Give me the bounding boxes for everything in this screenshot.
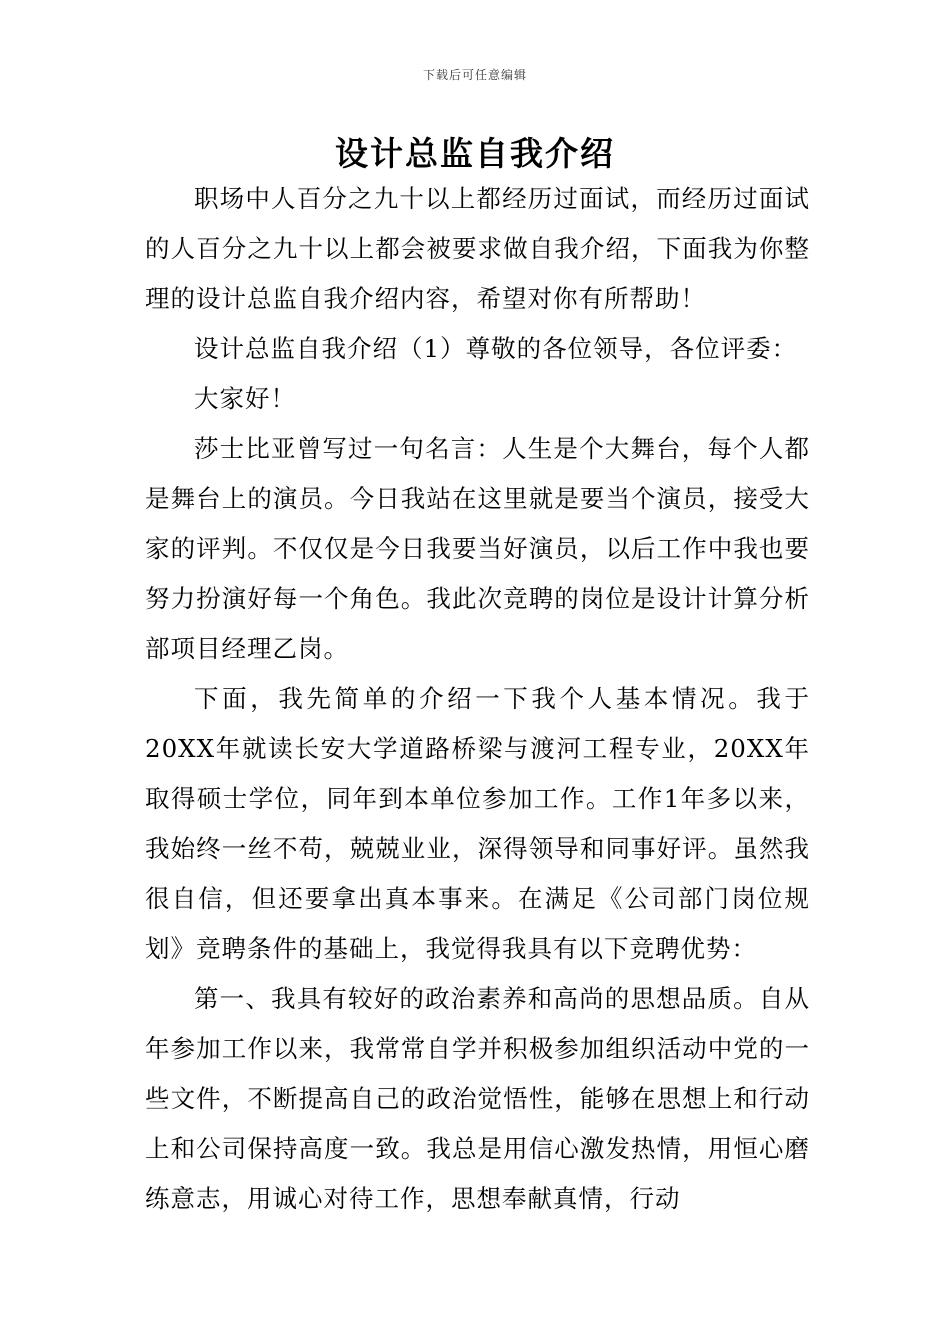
paragraph-background: 下面，我先简单的介绍一下我个人基本情况。我于20XX年就读长安大学道路桥梁与渡河工程专业，20XX年取得硕士学位，同年到本单位参加工作。工作1年多以来，我始终一丝不苟，兢兢业业，深得领导和同事好评。虽然我很自信，但还要拿出真本事来。在满足《公司部门岗位规划》竞聘条件的基础上，我觉得我具有以下竞聘优势： (145, 684, 810, 963)
paragraph-salutation: 设计总监自我介绍（1）尊敬的各位领导，各位评委： (194, 334, 798, 363)
header-note: 下载后可任意编辑 (422, 68, 527, 82)
page-title: 设计总监自我介绍 (335, 134, 615, 173)
paragraph-first-advantage: 第一、我具有较好的政治素养和高尚的思想品质。自从年参加工作以来，我常常自学并积极参加组织活动中党的一些文件，不断提高自己的政治觉悟性，能够在思想上和行动上和公司保持高度一致。我总是用信心激发热情，用恒心磨练意志，用诚心对待工作，思想奉献真情，行动 (145, 984, 810, 1213)
paragraph-intro: 职场中人百分之九十以上都经历过面试，而经历过面试的人百分之九十以上都会被要求做自我介绍，下面我为你整理的设计总监自我介绍内容，希望对你有所帮助！ (145, 184, 810, 313)
paragraph-shakespeare: 莎士比亚曾写过一句名言：人生是个大舞台，每个人都是舞台上的演员。今日我站在这里就是要当个演员，接受大家的评判。不仅仅是今日我要当好演员，以后工作中我也要努力扮演好每一个角色。我此次竞聘的岗位是设计计算分析部项目经理乙岗。 (145, 434, 810, 663)
paragraph-greeting: 大家好！ (194, 384, 296, 413)
document-body (145, 174, 810, 1224)
